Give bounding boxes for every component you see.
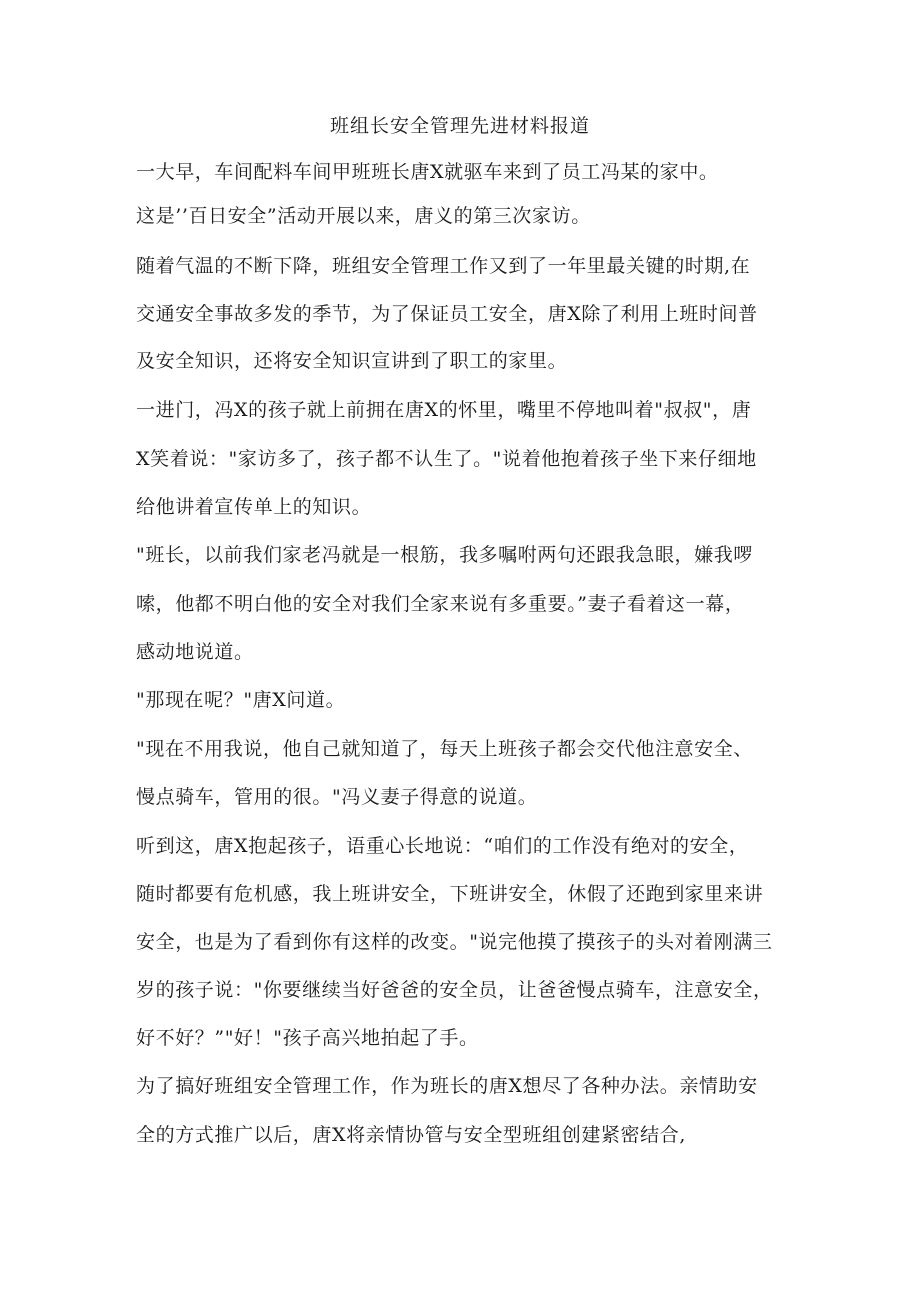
text-line-12: "那现在呢？"唐X问道。 (136, 689, 346, 711)
text-line-11: 感动地说道。 (136, 641, 254, 663)
text-line-5: 及安全知识，还将安全知识宣讲到了职工的家里。 (136, 350, 568, 372)
document-title: 班组长安全管理先进材料报道 (329, 115, 590, 137)
text-line-20: 为了搞好班组安全管理工作，作为班长的唐X想尽了各种办法。亲情助安 (136, 1075, 758, 1097)
text-line-8: 给他讲着宣传单上的知识。 (136, 496, 372, 518)
text-line-17: 安全，也是为了看到你有这样的改变。"说完他摸了摸孩子的头对着刚满三 (136, 931, 773, 953)
text-line-3: 随着气温的不断下降，班组安全管理工作又到了一年里最关键的时期,在 (136, 255, 751, 277)
text-line-4: 交通安全事故多发的季节，为了保证员工安全，唐X除了利用上班时间普 (136, 303, 758, 325)
text-line-16: 随时都要有危机感，我上班讲安全，下班讲安全，休假了还跑到家里来讲 (136, 883, 764, 905)
text-line-10: 嗦，他都不明白他的安全对我们全家来说有多重要。”妻子看着这一幕， (136, 593, 745, 615)
text-line-15: 听到这，唐X抱起孩子，语重心长地说：“咱们的工作没有绝对的安全， (136, 835, 749, 857)
text-line-7: X笑着说："家访多了，孩子都不认生了。"说着他抱着孩子坐下来仔细地 (136, 448, 757, 470)
text-line-18: 岁的孩子说："你要继续当好爸爸的安全员，让爸爸慢点骑车，注意安全， (136, 979, 773, 1001)
text-line-1: 一大早，车间配料车间甲班班长唐X就驱车来到了员工冯某的家中。 (136, 161, 719, 183)
text-line-2: 这是’’百日安全”活动开展以来，唐义的第三次家访。 (136, 205, 591, 227)
text-line-21: 全的方式推广以后，唐X将亲情协管与安全型班组创建紧密结合, (136, 1124, 686, 1146)
text-line-14: 慢点骑车，管用的很。"冯义妻子得意的说道。 (136, 786, 538, 808)
text-line-13: "现在不用我说，他自己就知道了，每天上班孩子都会交代他注意安全、 (136, 738, 753, 760)
text-line-6: 一进门，冯X的孩子就上前拥在唐X的怀里，嘴里不停地叫着"叔叔"，唐 (136, 399, 752, 421)
text-line-19: 好不好？”"好！"孩子高兴地拍起了手。 (136, 1027, 479, 1049)
text-line-9: "班长，以前我们家老冯就是一根筋，我多嘱咐两句还跟我急眼，嫌我啰 (136, 544, 753, 566)
